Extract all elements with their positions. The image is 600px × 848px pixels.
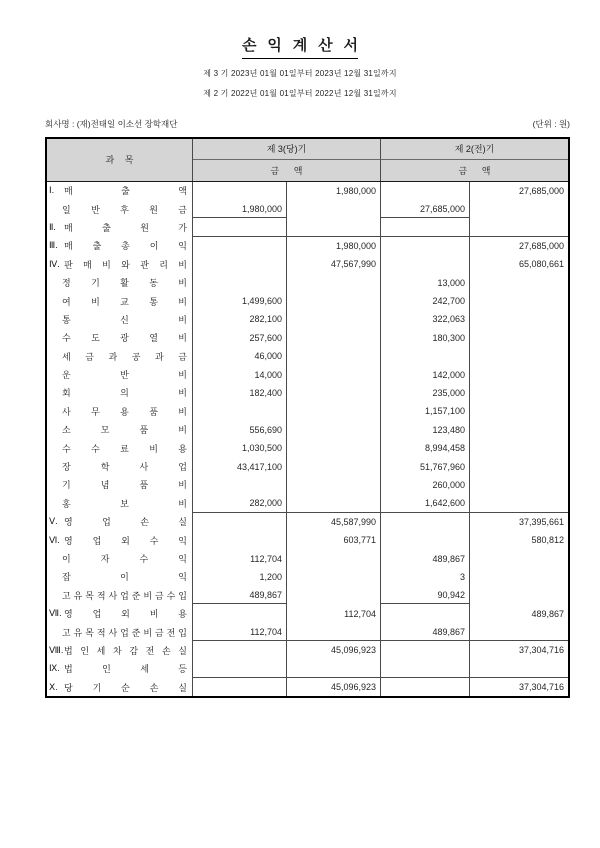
amount-cell xyxy=(287,549,381,567)
amount-cell: 1,980,000 xyxy=(287,237,381,255)
account-label: 정 기 활 동 비 xyxy=(62,278,187,289)
amount-cell xyxy=(287,347,381,365)
roman-numeral: Ⅹ. xyxy=(49,681,58,692)
amount-cell: 112,704 xyxy=(287,604,381,622)
amount-cell xyxy=(287,310,381,328)
amount-cell xyxy=(193,218,287,236)
amount-cell xyxy=(287,365,381,383)
amount-cell: 3 xyxy=(381,568,470,586)
account-cell xyxy=(47,273,193,291)
amount-cell: 489,867 xyxy=(531,608,564,619)
account-cell xyxy=(47,200,193,218)
amount-cell xyxy=(470,494,568,512)
amount-cell xyxy=(381,660,470,678)
amount-cell xyxy=(381,347,470,365)
amount-cell xyxy=(470,365,568,383)
amount-cell xyxy=(381,218,470,236)
amount-cell: 1,157,100 xyxy=(381,402,470,420)
account-label: 영 업 외 비 용 xyxy=(64,609,187,620)
amount-cell xyxy=(287,439,381,457)
account-label: 고 유 목 적 사 업 준 비 금 수 입 xyxy=(62,590,187,601)
account-cell xyxy=(47,660,193,678)
amount-cell: 47,567,990 xyxy=(287,255,381,273)
amount-cell xyxy=(470,568,568,586)
header-period-prior: 제 2(전)기 xyxy=(381,139,568,160)
table-row xyxy=(47,678,568,696)
amount-cell xyxy=(470,402,568,420)
income-statement-table xyxy=(45,137,570,699)
table-row xyxy=(47,182,568,200)
amount-cell xyxy=(381,678,470,696)
account-label: 영 업 외 수 익 xyxy=(64,535,187,546)
amount-cell xyxy=(193,641,287,659)
title-char: 서 xyxy=(343,37,358,54)
roman-numeral: Ⅲ. xyxy=(49,240,58,251)
amount-cell xyxy=(193,531,287,549)
table-row xyxy=(47,329,568,347)
account-cell xyxy=(47,513,193,531)
account-cell xyxy=(47,365,193,383)
header-period-current: 제 3(당)기 xyxy=(193,139,381,160)
amount-cell xyxy=(287,660,381,678)
account-cell xyxy=(47,310,193,328)
table-row xyxy=(47,402,568,420)
table-row xyxy=(47,255,568,273)
amount-cell: 489,867 xyxy=(193,586,287,604)
amount-cell xyxy=(381,255,470,273)
amount-cell xyxy=(470,384,568,402)
account-label: 잡 이 익 xyxy=(62,572,187,583)
table-row xyxy=(47,660,568,678)
amount-cell: 1,499,600 xyxy=(193,292,287,310)
account-cell xyxy=(47,494,193,512)
amount-cell xyxy=(470,421,568,439)
amount-cell: 45,096,923 xyxy=(287,678,381,696)
account-label: 회 의 비 xyxy=(62,388,187,399)
amount-cell xyxy=(287,586,381,604)
header-account-label: 과 목 xyxy=(105,155,134,165)
table-body xyxy=(47,182,568,697)
account-cell xyxy=(47,402,193,420)
title-char: 산 xyxy=(318,37,333,54)
account-cell xyxy=(47,678,193,696)
account-cell xyxy=(47,347,193,365)
amount-cell: 1,980,000 xyxy=(287,182,381,200)
roman-numeral: Ⅵ. xyxy=(49,534,60,545)
amount-cell: 123,480 xyxy=(381,421,470,439)
title-char: 익 xyxy=(267,37,282,54)
header-amount-prior: 금 액 xyxy=(458,165,491,176)
amount-cell xyxy=(287,218,381,236)
account-cell xyxy=(47,641,193,659)
account-cell xyxy=(47,255,193,273)
amount-cell xyxy=(381,237,470,255)
table-row xyxy=(47,641,568,659)
amount-cell xyxy=(287,329,381,347)
amount-cell: 46,000 xyxy=(193,347,287,365)
company-name: 회사명 : (재)전태일 이소선 장학재단 xyxy=(45,118,178,129)
amount-cell: 556,690 xyxy=(193,421,287,439)
account-cell xyxy=(47,292,193,310)
amount-cell: 260,000 xyxy=(381,476,470,494)
amount-cell: 257,600 xyxy=(193,329,287,347)
table-row xyxy=(47,310,568,328)
amount-cell xyxy=(193,237,287,255)
account-cell xyxy=(47,531,193,549)
amount-cell xyxy=(193,660,287,678)
amount-cell: 180,300 xyxy=(381,329,470,347)
account-cell xyxy=(47,384,193,402)
roman-numeral: Ⅸ. xyxy=(49,663,60,674)
account-cell xyxy=(47,182,193,200)
amount-cell xyxy=(470,273,568,291)
table-row xyxy=(47,531,568,549)
amount-cell: 27,685,000 xyxy=(381,200,470,218)
account-label: 법 인 세 등 xyxy=(64,664,187,675)
account-label: 판 매 비 와 관 리 비 xyxy=(64,259,187,270)
amount-cell xyxy=(470,439,568,457)
amount-cell xyxy=(287,384,381,402)
amount-cell: 8,994,458 xyxy=(381,439,470,457)
amount-cell: 242,700 xyxy=(381,292,470,310)
account-label: 운 반 비 xyxy=(62,370,187,381)
amount-cell xyxy=(287,457,381,475)
amount-cell xyxy=(287,568,381,586)
account-label: 수 수 료 비 용 xyxy=(62,443,187,454)
amount-cell xyxy=(470,200,568,218)
amount-cell: 142,000 xyxy=(381,365,470,383)
amount-cell: 37,395,661 xyxy=(518,516,564,527)
amount-cell xyxy=(470,218,568,236)
amount-cell xyxy=(381,531,470,549)
amount-cell: 603,771 xyxy=(287,531,381,549)
account-cell xyxy=(47,439,193,457)
amount-cell: 282,000 xyxy=(193,494,287,512)
roman-numeral: Ⅳ. xyxy=(49,258,60,269)
account-label: 소 모 품 비 xyxy=(62,425,187,436)
account-label: 세 금 과 공 과 금 xyxy=(62,351,187,362)
amount-cell xyxy=(470,347,568,365)
account-label: 기 념 품 비 xyxy=(62,480,187,491)
amount-cell: 282,100 xyxy=(193,310,287,328)
amount-cell xyxy=(287,273,381,291)
table-header xyxy=(47,139,568,182)
table-row xyxy=(47,476,568,494)
amount-cell: 1,030,500 xyxy=(193,439,287,457)
account-label: 여 비 교 통 비 xyxy=(62,296,187,307)
amount-cell xyxy=(381,604,470,622)
account-label: 매 출 총 이 익 xyxy=(64,241,187,252)
amount-cell: 45,587,990 xyxy=(287,513,381,531)
amount-cell xyxy=(287,476,381,494)
amount-cell: 580,812 xyxy=(531,535,564,546)
account-label: 사 무 용 품 비 xyxy=(62,406,187,417)
table-row xyxy=(47,347,568,365)
amount-cell: 14,000 xyxy=(193,365,287,383)
amount-cell: 51,767,960 xyxy=(381,457,470,475)
roman-numeral: Ⅰ. xyxy=(49,185,55,196)
account-cell xyxy=(47,604,193,622)
roman-numeral: Ⅷ. xyxy=(49,644,64,655)
amount-cell xyxy=(381,641,470,659)
amount-cell xyxy=(193,604,287,622)
header-account xyxy=(47,139,193,181)
amount-cell: 112,704 xyxy=(193,549,287,567)
amount-cell: 489,867 xyxy=(381,549,470,567)
table-row xyxy=(47,586,568,604)
account-label: 홍 보 비 xyxy=(62,498,187,509)
table-row xyxy=(47,200,568,218)
table-row xyxy=(47,494,568,512)
amount-cell xyxy=(287,292,381,310)
amount-cell: 27,685,000 xyxy=(518,185,564,196)
amount-cell xyxy=(470,549,568,567)
amount-cell: 37,304,716 xyxy=(518,682,564,693)
amount-cell: 1,200 xyxy=(193,568,287,586)
table-row xyxy=(47,623,568,641)
account-label: 수 도 광 열 비 xyxy=(62,333,187,344)
title-char: 손 xyxy=(242,37,257,54)
table-row xyxy=(47,273,568,291)
table-row xyxy=(47,513,568,531)
title-char: 계 xyxy=(292,37,308,54)
amount-cell xyxy=(470,457,568,475)
amount-cell xyxy=(193,513,287,531)
account-label: 당 기 순 손 실 xyxy=(64,682,187,693)
amount-cell: 322,063 xyxy=(381,310,470,328)
roman-numeral: Ⅶ. xyxy=(49,608,62,619)
table-row xyxy=(47,384,568,402)
period-line-prior: 제 2 기 2022년 01월 01일부터 2022년 12월 31일까지 xyxy=(203,88,397,98)
amount-cell xyxy=(381,182,470,200)
table-row xyxy=(47,218,568,236)
amount-cell xyxy=(470,660,568,678)
amount-cell xyxy=(287,421,381,439)
account-label: 매 출 원 가 xyxy=(64,222,187,233)
amount-cell: 112,704 xyxy=(193,623,287,641)
unit-label: (단위 : 원) xyxy=(532,118,570,129)
amount-cell xyxy=(193,182,287,200)
account-label: 장 학 사 업 xyxy=(62,462,187,473)
amount-cell: 27,685,000 xyxy=(518,240,564,251)
account-cell xyxy=(47,421,193,439)
account-cell xyxy=(47,586,193,604)
amount-cell: 182,400 xyxy=(193,384,287,402)
period-line-current: 제 3 기 2023년 01월 01일부터 2023년 12월 31일까지 xyxy=(203,68,397,78)
amount-cell xyxy=(470,623,568,641)
document-title xyxy=(242,38,358,59)
account-cell xyxy=(47,476,193,494)
amount-cell xyxy=(193,255,287,273)
amount-cell: 90,942 xyxy=(381,586,470,604)
amount-cell xyxy=(381,513,470,531)
amount-cell xyxy=(470,329,568,347)
amount-cell xyxy=(193,476,287,494)
table-row xyxy=(47,549,568,567)
account-label: 고 유 목 적 사 업 준 비 금 전 입 xyxy=(62,627,187,638)
account-cell xyxy=(47,623,193,641)
account-label: 매 출 액 xyxy=(64,186,187,197)
account-cell xyxy=(47,549,193,567)
account-label: 이 자 수 익 xyxy=(62,554,187,564)
table-row xyxy=(47,365,568,383)
amount-cell: 1,980,000 xyxy=(193,200,287,218)
table-row xyxy=(47,457,568,475)
amount-cell: 1,642,600 xyxy=(381,494,470,512)
table-row xyxy=(47,421,568,439)
roman-numeral: Ⅱ. xyxy=(49,221,56,232)
account-cell xyxy=(47,457,193,475)
amount-cell: 65,080,661 xyxy=(518,259,564,270)
amount-cell xyxy=(287,494,381,512)
account-label: 일 반 후 원 금 xyxy=(62,204,187,215)
account-cell xyxy=(47,237,193,255)
amount-cell xyxy=(193,273,287,291)
amount-cell: 37,304,716 xyxy=(518,645,564,656)
amount-cell xyxy=(470,586,568,604)
amount-cell xyxy=(470,310,568,328)
amount-cell xyxy=(470,476,568,494)
table-row xyxy=(47,568,568,586)
amount-cell: 45,096,923 xyxy=(287,641,381,659)
amount-cell xyxy=(193,678,287,696)
roman-numeral: Ⅴ. xyxy=(49,516,58,527)
table-row xyxy=(47,237,568,255)
amount-cell: 13,000 xyxy=(381,273,470,291)
amount-cell xyxy=(287,200,381,218)
table-row xyxy=(47,292,568,310)
amount-cell: 43,417,100 xyxy=(193,457,287,475)
amount-cell xyxy=(470,292,568,310)
account-cell xyxy=(47,568,193,586)
table-row xyxy=(47,439,568,457)
amount-cell xyxy=(287,402,381,420)
amount-cell xyxy=(193,402,287,420)
table-row xyxy=(47,604,568,622)
header-amount-current: 금 액 xyxy=(193,160,381,181)
account-label: 영 업 손 실 xyxy=(64,517,187,528)
amount-cell xyxy=(287,623,381,641)
account-label: 법 인 세 차 감 전 손 실 xyxy=(64,645,187,656)
account-cell xyxy=(47,218,193,236)
account-label: 통 신 비 xyxy=(62,314,187,325)
meta-row xyxy=(45,118,570,130)
amount-cell: 235,000 xyxy=(381,384,470,402)
account-cell xyxy=(47,329,193,347)
amount-cell: 489,867 xyxy=(381,623,470,641)
